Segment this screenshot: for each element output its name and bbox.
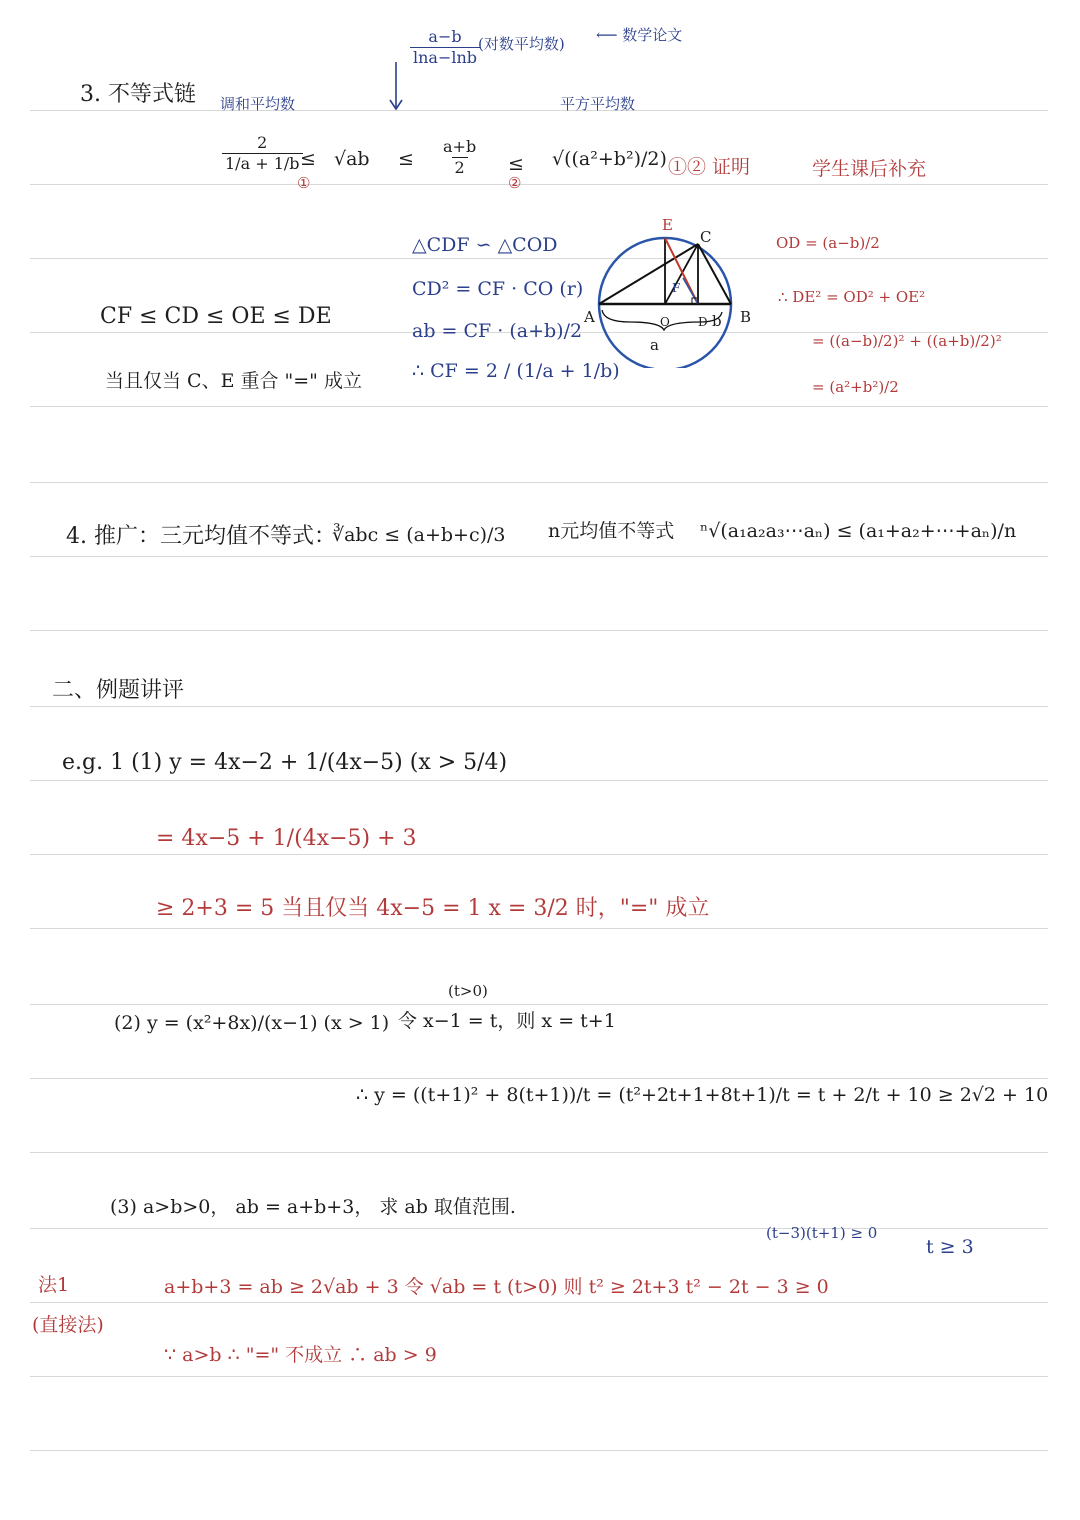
cf-equation: ∴ CF = 2 / (1/a + 1/b)	[412, 360, 620, 382]
ruled-line	[30, 854, 1048, 855]
de-squared-step2: = ((a−b)/2)² + ((a+b)/2)²	[812, 332, 1002, 350]
mark-1: ①	[297, 174, 311, 192]
example3-step2: ∵ a>b ∴ "=" 不成立 ∴ ab > 9	[164, 1344, 437, 1366]
label-quadratic-mean: 平方平均数	[560, 95, 636, 113]
example3-step1: a+b+3 = ab ≥ 2√ab + 3 令 √ab = t (t>0) 则 t² ≥ 2t+3 t² − 2t − 3 ≥ 0	[164, 1276, 829, 1298]
segment-DF	[683, 278, 698, 304]
similar-triangles: △CDF ∽ △COD	[412, 234, 558, 256]
harmonic-mean-fraction	[222, 134, 303, 172]
arithmetic-denominator: 2	[452, 157, 468, 177]
section3-title: 3. 不等式链	[80, 82, 196, 107]
label-log-note: ⟵ 数学论文	[596, 26, 683, 44]
geometric-mean: √ab	[334, 148, 370, 170]
ruled-line	[30, 706, 1048, 707]
example3-aside-factor: (t−3)(t+1) ≥ 0	[766, 1224, 878, 1242]
mark-2: ②	[508, 174, 522, 192]
example1-step2: ≥ 2+3 = 5 当且仅当 4x−5 = 1 x = 3/2 时，"=" 成立	[156, 896, 710, 921]
de-squared: ∴ DE² = OD² + OE²	[778, 288, 926, 306]
log-mean-fraction	[410, 28, 480, 66]
ruled-line	[30, 1004, 1048, 1005]
de-squared-step3: = (a²+b²)/2	[812, 378, 899, 396]
le-sign-1: ≤	[300, 148, 316, 170]
ruled-line	[30, 556, 1048, 557]
ruled-line	[30, 1302, 1048, 1303]
ruled-line	[30, 1450, 1048, 1451]
od-length: OD = (a−b)/2	[776, 234, 880, 252]
label-log-mean: (对数平均数)	[478, 35, 565, 53]
point-D: D	[698, 315, 708, 329]
ab-equation: ab = CF · (a+b)/2	[412, 320, 583, 342]
down-arrow-icon	[386, 62, 406, 112]
equality-condition: 当且仅当 C、E 重合 "=" 成立	[105, 370, 362, 392]
quadratic-mean: √((a²+b²)/2)	[552, 148, 667, 170]
le-sign-2: ≤	[398, 148, 414, 170]
ruled-line	[30, 928, 1048, 929]
method1-sub-label: (直接法)	[32, 1314, 104, 1336]
example2-substitution: 令 x−1 = t，则 x = t+1	[398, 1010, 616, 1032]
point-B: B	[740, 308, 752, 326]
label-harmonic-mean: 调和平均数	[220, 95, 296, 113]
le-sign-3: ≤	[508, 153, 524, 175]
section4-heading: 4. 推广：三元均值不等式：	[66, 524, 336, 549]
harmonic-numerator: 2	[257, 133, 268, 152]
example1: e.g. 1 (1) y = 4x−2 + 1/(4x−5) (x > 5/4)	[62, 750, 508, 775]
point-O: O	[660, 315, 670, 329]
log-mean-denominator: lna−lnb	[410, 47, 480, 67]
n-variable-ineq: ⁿ√(a₁a₂a₃⋯aₙ) ≤ (a₁+a₂+⋯+aₙ)/n	[700, 520, 1017, 542]
ruled-line	[30, 630, 1048, 631]
arithmetic-mean-fraction	[440, 138, 479, 176]
proof-note: ①② 证明	[668, 156, 751, 178]
example3-aside-result: t ≥ 3	[926, 1236, 974, 1258]
examples-title: 二、例题讲评	[52, 678, 185, 703]
three-variable-ineq: ∛abc ≤ (a+b+c)/3	[332, 524, 506, 546]
geometric-chain: CF ≤ CD ≤ OE ≤ DE	[100, 304, 332, 329]
arithmetic-numerator: a+b	[443, 137, 477, 156]
example2-t-condition: (t>0)	[448, 982, 488, 1000]
ruled-line	[30, 406, 1048, 407]
ruled-line	[30, 780, 1048, 781]
example2: (2) y = (x²+8x)/(x−1) (x > 1)	[114, 1012, 390, 1034]
example3: (3) a>b>0， ab = a+b+3， 求 ab 取值范围.	[110, 1196, 516, 1218]
example2-step: ∴ y = ((t+1)² + 8(t+1))/t = (t²+2t+1+8t+1)/t = t + 2/t + 10 ≥ 2√2 + 10	[356, 1084, 1049, 1106]
after-class-note: 学生课后补充	[812, 158, 927, 180]
method1-label: 法1	[38, 1274, 70, 1296]
log-mean-numerator: a−b	[428, 27, 462, 46]
ruled-line	[30, 1228, 1048, 1229]
point-A: A	[584, 308, 595, 326]
point-C: C	[700, 228, 712, 246]
harmonic-denominator: 1/a + 1/b	[222, 153, 303, 173]
ruled-line	[30, 482, 1048, 483]
n-variable-label: n元均值不等式	[548, 520, 675, 542]
ruled-line	[30, 110, 1048, 111]
ruled-line	[30, 1152, 1048, 1153]
cd-squared: CD² = CF · CO (r)	[412, 278, 584, 300]
ruled-line	[30, 1078, 1048, 1079]
ruled-line	[30, 184, 1048, 185]
ruled-line	[30, 258, 1048, 259]
segment-CB	[698, 244, 731, 304]
segment-label-b: b	[712, 312, 722, 330]
point-F: F	[672, 281, 681, 295]
ruled-line	[30, 1376, 1048, 1377]
point-E: E	[662, 216, 673, 234]
example1-step1: = 4x−5 + 1/(4x−5) + 3	[156, 826, 417, 851]
segment-label-a: a	[650, 336, 659, 354]
